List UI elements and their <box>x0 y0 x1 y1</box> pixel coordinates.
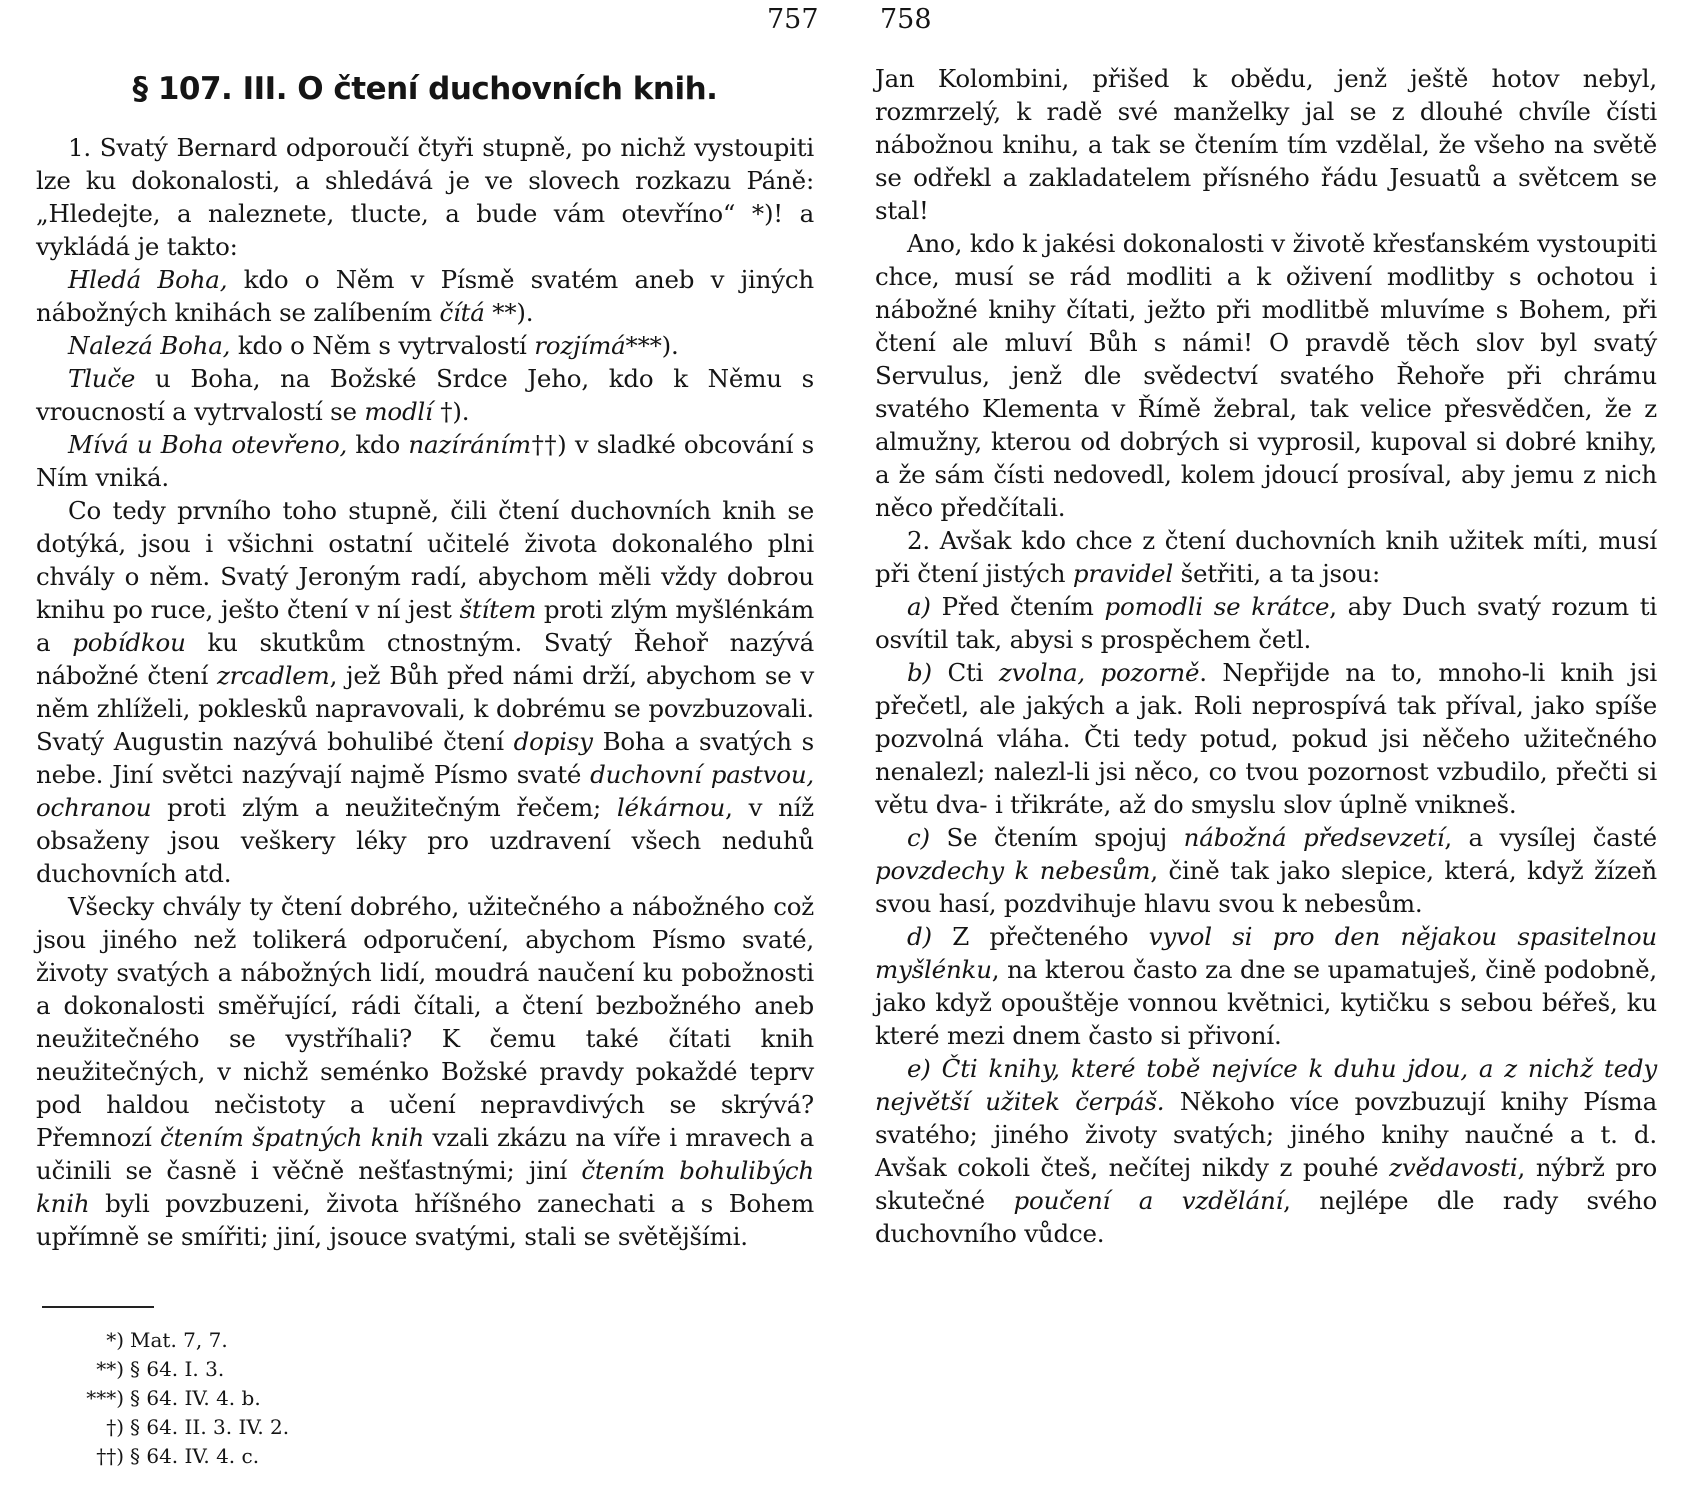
footnote: †) § 64. II. 3. IV. 2. <box>106 1415 290 1439</box>
paragraph-knock: Tluče u Boha, na Božské Srdce Jeho, kdo k Němu s vroucností a vytrvalostí se modlí †). <box>36 364 815 426</box>
right-column <box>875 62 1657 1250</box>
paragraph-praise: Co tedy prvního toho stupně, čili čtení duchovních knih se dotýká, jsou i všichni ostatní učitelé života dokonalého plni chvály o něm. Svatý Jeroným radí, abychom měli vždy dobrou knihu po ruce, ješto čtení v ní jest štítem proti zlým myšlénkám a pobídkou ku skutkům ctnostným. Svatý Řehoř nazývá nábožné čtení zrcadlem, jež Bůh před námi drží, abychom se v něm zhlíželi, poklesků napravovali, k dobrému se povzbuzovali. Svatý Augustin nazývá bohulibé čtení dopisy Boha a svatých s nebe. Jiní světci nazývají najmě Písmo svaté duchovní pastvou, ochranou proti zlým a neužitečným řečem; lékárnou, v níž obsaženy jsou veškery léky pro uzdravení všech neduhů duchovních atd. <box>36 496 815 888</box>
paragraph-open: Mívá u Boha otevřeno, kdo nazíráním††) v sladké obcování s Ním vniká. <box>36 430 814 492</box>
left-column <box>36 62 814 1253</box>
paragraph-servulus: Ano, kdo k jakési dokonalosti v životě křesťanském vystoupiti chce, musí se rád modliti a k oživení modlitby s ochotou i nábožné knihy čítati, ježto při modlitbě mluvíme s Bohem, při čtení ale mluví Bůh s námi! O pravdě těch slov byl svatý Servulus, jenž dle svědectví svatého Řehoře při chrámu svatého Klementa v Římě žebral, tak velice přesvědčen, že z almužny, kterou od dobrých si vyprosil, kupoval si dobré knihy, a že sám čísti nedovedl, kolem jdoucí prosíval, aby jemu z nich něco předčítali. <box>875 229 1657 522</box>
page-number-right: 758 <box>880 4 932 35</box>
section-heading: § 107. III. O čtení duchovních knih. <box>132 71 718 107</box>
footnote: *) Mat. 7, 7. <box>106 1328 228 1352</box>
rule-d: d) Z přečteného vyvol si pro den nějakou spasitelnou myšlénku, na kterou často za dne se upamatuješ, čině podobně, jako když opouštěje vonnou květnici, kytičku s sebou béřeš, ku které mezi dnem často si přivoní. <box>875 922 1657 1050</box>
footnote: ††) § 64. IV. 4. c. <box>96 1444 260 1468</box>
rule-e: e) Čti knihy, které tobě nejvíce k duhu jdou, a z nichž tedy největší užitek čerpáš. Někoho více povzbuzují knihy Písma svatého; jiného životy svatých; jiného knihy naučné a t. d. Avšak cokoli čteš, nečítej nikdy z pouhé zvědavosti, nýbrž pro skutečné poučení a vzdělání, nejlépe dle rady svého duchovního vůdce. <box>875 1054 1658 1248</box>
rule-b: b) Cti zvolna, pozorně. Nepřijde na to, mnoho-li knih jsi přečetl, ale jakých a jak. Roli neprospívá tak příval, jako spíše pozvolná vláha. Čti tedy potud, pokud jsi něčeho užitečného nenalezl; nalezl-li jsi něco, co tvou pozornost vzbudilo, přečti si větu dva- i třikráte, až do smyslu slov úplně vnikneš. <box>875 658 1657 819</box>
footnote: ***) § 64. IV. 4. b. <box>86 1386 261 1410</box>
rule-a: a) Před čtením pomodli se krátce, aby Duch svatý rozum ti osvítil tak, abysi s prospěchem četl. <box>875 592 1657 654</box>
footnotes <box>78 1326 478 1471</box>
rule-c: c) Se čtením spojuj nábožná předsevzetí, a vysílej časté povzdechy k nebesům, čině tak jako slepice, která, když žízeň svou hasí, pozdvihuje hlavu svou k nebesům. <box>875 823 1657 918</box>
paragraph-1: 1. Svatý Bernard odporoučí čtyři stupně, po nichž vystoupiti lze ku dokonalosti, a shledává je ve slovech rozkazu Páně: „Hledejte, a naleznete, tlucte, a bude vám otevříno“ *)! a vykládá je takto: <box>36 133 814 261</box>
paragraph-recommendations: Všecky chvály ty čtení dobrého, užitečného a nábožného což jsou jiného než tolikerá odporučení, abychom Písmo svaté, životy svatých a nábožných lidí, moudrá naučení ku pobožnosti a dokonalosti směřující, rádi čítali, a čtení bezbožného aneb neužitečného se vystříhali? K čemu také čítati knih neužitečných, v nichž seménko Božské pravdy pokaždé teprv pod haldou nečistoty a učení nepravdivých se skrývá? Přemnozí čtením špatných knih vzali zkázu na víře i mravech a učinili se časně i věčně nešťastnými; jiní čtením bohulibých knih byli povzbuzeni, života hříšného zanechati a s Bohem upřímně se smířiti; jiní, jsouce svatými, stali se světějšími. <box>36 892 815 1251</box>
page-number-left: 757 <box>767 4 819 35</box>
footnote-rule <box>42 1306 154 1308</box>
paragraph-rules: 2. Avšak kdo chce z čtení duchovních knih užitek míti, musí při čtení jistých pravidel šetřiti, a ta jsou: <box>875 526 1657 588</box>
paragraph-kolombini: Jan Kolombini, přišed k obědu, jenž ještě hotov nebyl, rozmrzelý, k radě své manželky jal se z dlouhé chvíle čísti nábožnou knihu, a tak se čtením tím vzdělal, že všeho na světě se odřekl a zakladatelem přísného řádu Jesuatů a světcem se stal! <box>875 64 1657 225</box>
paragraph-seek: Hledá Boha, kdo o Něm v Písmě svatém aneb v jiných nábožných knihách se zalíbením čítá **). <box>36 265 814 327</box>
right-page <box>845 0 1690 1500</box>
footnote: **) § 64. I. 3. <box>96 1357 225 1381</box>
paragraph-find: Nalezá Boha, kdo o Něm s vytrvalostí rozjímá***). <box>68 331 679 360</box>
